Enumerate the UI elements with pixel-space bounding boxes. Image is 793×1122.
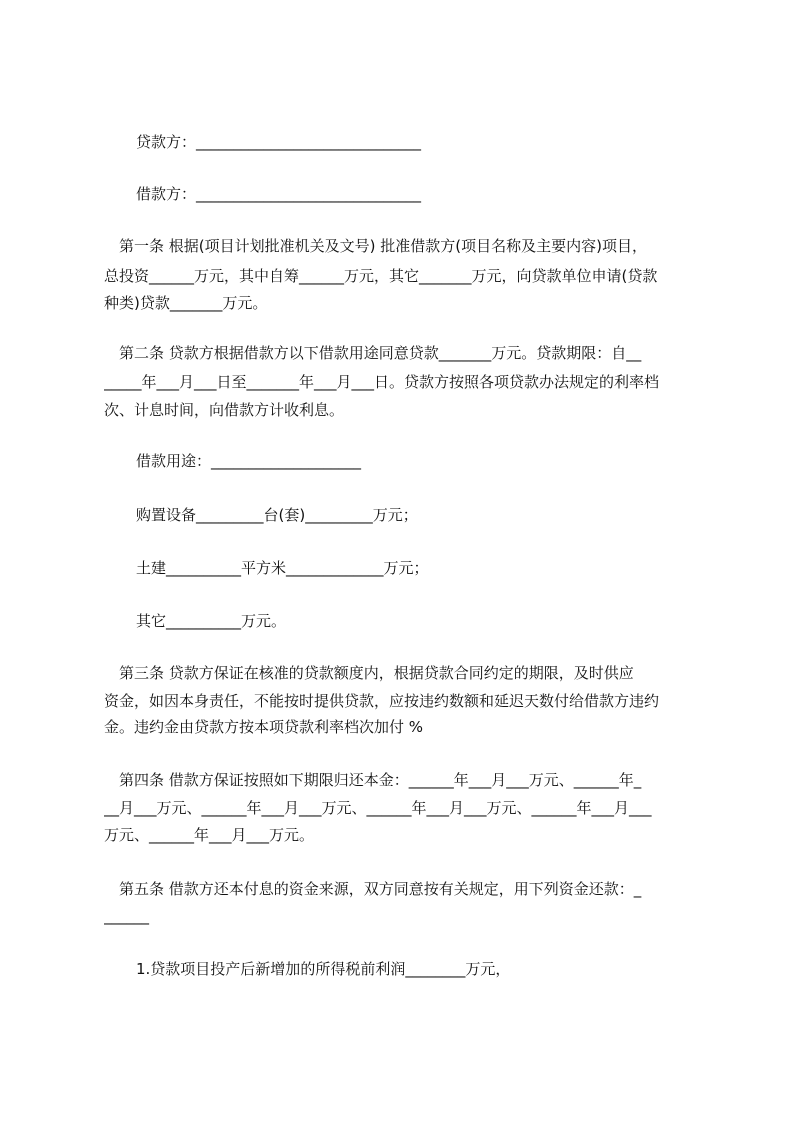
article-1-line-1: 第一条 根据(项目计划批准机关及文号) 批准借款方(项目名称及主要内容)项目， <box>104 237 647 255</box>
equipment-line: 购置设备_________台(套)_________万元； <box>136 506 418 524</box>
article-3-line-3: 金。违约金由贷款方按本项贷款利率档次加付 % <box>104 718 424 736</box>
article-2-line-1: 第二条 贷款方根据借款方以下借款用途同意贷款_______万元。贷款期限：自__ <box>104 344 642 362</box>
article-1-line-2: 总投资______万元，其中自筹______万元，其它_______万元，向贷款单位申请(贷款 <box>104 267 658 285</box>
article-3-line-1: 第三条 贷款方保证在核准的贷款额度内，根据贷款合同约定的期限，及时供应 <box>104 664 634 682</box>
lender-line: 贷款方：______________________________ <box>136 133 422 151</box>
loan-purpose-line: 借款用途：____________________ <box>136 452 362 470</box>
borrower-line: 借款方：______________________________ <box>136 185 422 203</box>
item-1-line: 1.贷款项目投产后新增加的所得税前利润________万元， <box>136 960 511 978</box>
article-2-line-3: 次、计息时间，向借款方计收利息。 <box>104 401 345 419</box>
article-2-line-2: _____年___月___日至_______年___月___日。贷款方按照各项贷款办法规定的利率档 <box>104 373 660 391</box>
article-4-line-2: __月___万元、______年___月___万元、______年___月___万元、______年___月___ <box>104 799 652 817</box>
others-line: 其它__________万元。 <box>136 612 287 630</box>
article-3-line-2: 资金，如因本身责任，不能按时提供贷款，应按违约数额和延迟天数付给借款方违约 <box>104 692 660 710</box>
article-5-line-1: 第五条 借款方还本付息的资金来源，双方同意按有关规定，用下列资金还款：_ <box>104 880 642 898</box>
construction-line: 土建__________平方米_____________万元； <box>136 559 429 577</box>
article-4-line-1: 第四条 借款方保证按照如下期限归还本金：______年___月___万元、______年_ <box>104 771 642 789</box>
article-1-line-3: 种类)贷款_______万元。 <box>104 294 268 312</box>
article-4-line-3: 万元、______年___月___万元。 <box>104 826 315 844</box>
article-5-line-2: ______ <box>104 907 149 925</box>
